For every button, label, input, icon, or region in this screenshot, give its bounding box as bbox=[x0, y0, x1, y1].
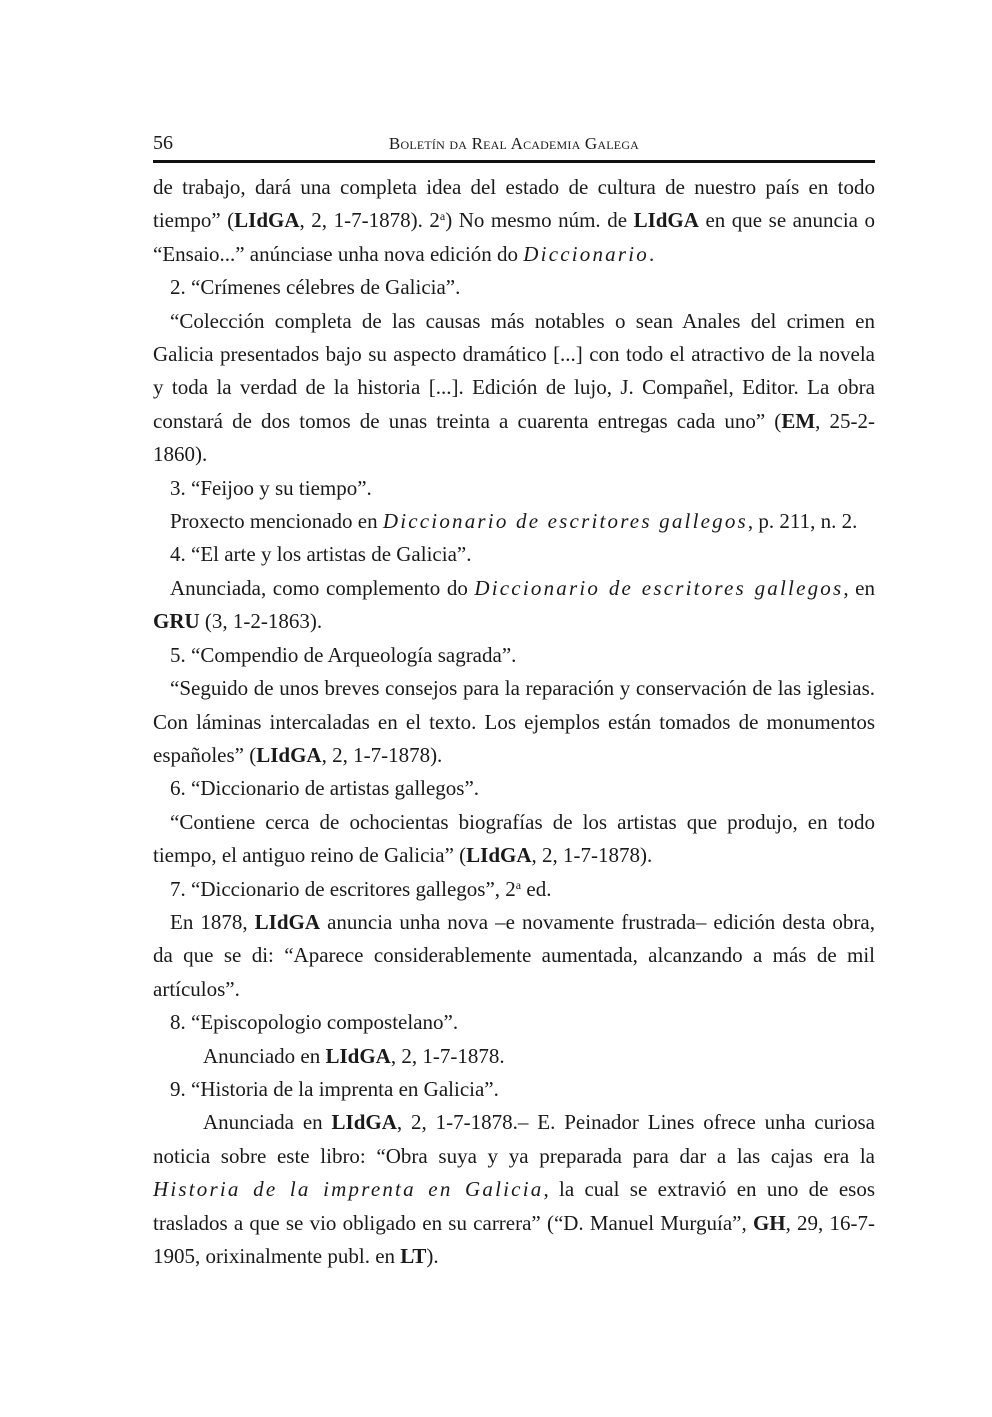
source-abbreviation: GRU bbox=[153, 609, 200, 634]
text-run: Anunciado en bbox=[203, 1043, 326, 1068]
text-run: 3. “Feijoo y su tiempo”. bbox=[170, 475, 372, 500]
paragraph bbox=[153, 305, 875, 472]
paragraph bbox=[153, 1106, 875, 1273]
text-run: ) No mesmo núm. de bbox=[445, 208, 634, 233]
text-run: en que se anuncia o “Ensaio...” anúnciase unha nova edición do bbox=[153, 208, 875, 266]
text-run: , 2, 1-7-1878. bbox=[390, 1043, 505, 1068]
text-run: 4. “El arte y los artistas de Galicia”. bbox=[170, 542, 472, 567]
text-run: Proxecto mencionado en bbox=[170, 509, 383, 534]
running-header bbox=[153, 128, 875, 163]
paragraph bbox=[153, 1006, 875, 1039]
paragraph bbox=[153, 538, 875, 571]
paragraph bbox=[153, 572, 875, 639]
text-run: anuncia unha nova –e novamente frustrada– edición desta obra, da que se di: “Aparece considerablemente aumentada, alcanzando a más de mil artículos”. bbox=[153, 909, 875, 1001]
body-text bbox=[153, 171, 875, 1273]
text-run: de trabajo, dará una completa idea del estado de cultura de nuestro país en todo tiempo” ( bbox=[153, 175, 875, 233]
paragraph bbox=[153, 806, 875, 873]
source-abbreviation: LIdGA bbox=[633, 208, 699, 233]
text-run: 9. “Historia de la imprenta en Galicia”. bbox=[170, 1076, 499, 1101]
text-run: , 25-2-1860). bbox=[153, 408, 875, 467]
text-run: 2. “Crímenes célebres de Galicia”. bbox=[170, 275, 461, 300]
source-abbreviation: EM bbox=[781, 408, 816, 433]
text-run: , 2, 1-7-1878.– E. Peinador Lines ofrece unha curiosa noticia sobre este libro: “Obra suya y ya preparada para dar a las cajas era la bbox=[153, 1110, 875, 1168]
paragraph bbox=[153, 271, 875, 304]
text-run: “Colección completa de las causas más notables o sean Anales del crimen en Galicia presentados bajo su aspecto dramático [...] con todo el atractivo de la novela y toda la verdad de la historia [...]. Edición de lujo, J. Compañel, Editor. La obra constará de dos tomos de unas treinta a cuarenta entregas cada uno” ( bbox=[153, 308, 875, 433]
paragraph bbox=[153, 1073, 875, 1106]
text-run: “Seguido de unos breves consejos para la reparación y conservación de las iglesias. Con láminas intercaladas en el texto. Los ejemplos están tomados de monumentos españoles” ( bbox=[153, 676, 875, 767]
text-run: ). bbox=[426, 1244, 439, 1268]
source-abbreviation: LIdGA bbox=[254, 909, 321, 934]
text-run: , la cual se extravió en uno de esos traslados a que se vio obligado en su carrera” (“D. Manuel Murguía”, bbox=[153, 1177, 875, 1235]
text-run: En 1878, bbox=[170, 909, 255, 934]
work-title: Diccionario de escritores gallegos bbox=[474, 575, 844, 600]
text-run: 5. “Compendio de Arqueología sagrada”. bbox=[170, 642, 517, 667]
work-title: Historia de la imprenta en Galicia bbox=[153, 1177, 544, 1202]
page-number: 56 bbox=[153, 132, 173, 154]
paragraph bbox=[153, 171, 875, 271]
text-run: (3, 1-2-1863). bbox=[199, 609, 323, 634]
ordinal-superscript: a bbox=[439, 209, 446, 224]
text-run: , p. 211, n. 2. bbox=[747, 509, 858, 534]
paragraph bbox=[153, 906, 875, 1006]
source-abbreviation: LIdGA bbox=[331, 1110, 397, 1135]
running-title: Boletín da Real Academia Galega bbox=[388, 134, 640, 153]
document-page bbox=[153, 128, 875, 1273]
source-abbreviation: LIdGA bbox=[256, 742, 322, 767]
source-abbreviation: LT bbox=[400, 1244, 427, 1268]
source-abbreviation: LIdGA bbox=[234, 208, 300, 233]
text-run: Anunciada en bbox=[203, 1110, 332, 1135]
paragraph bbox=[153, 472, 875, 505]
paragraph bbox=[153, 639, 875, 672]
text-run: 7. “Diccionario de escritores gallegos”, 2 bbox=[170, 876, 516, 901]
paragraph bbox=[153, 672, 875, 772]
work-title: Diccionario bbox=[523, 241, 649, 266]
text-run: , 2, 1-7-1878). 2 bbox=[299, 208, 440, 233]
ordinal-superscript: a bbox=[515, 877, 522, 892]
source-abbreviation: GH bbox=[752, 1210, 786, 1235]
text-run: ed. bbox=[521, 876, 552, 901]
paragraph bbox=[153, 505, 875, 538]
paragraph bbox=[153, 772, 875, 805]
text-run: “Contiene cerca de ochocientas biografías de los artistas que produjo, en todo tiempo, el antiguo reino de Galicia” ( bbox=[153, 809, 875, 868]
text-run: 6. “Diccionario de artistas gallegos”. bbox=[170, 776, 480, 801]
source-abbreviation: LIdGA bbox=[466, 843, 532, 868]
text-run: , 29, 16-7-1905, orixinalmente publ. en bbox=[153, 1210, 875, 1268]
text-run: , 2, 1-7-1878). bbox=[321, 742, 443, 767]
text-run: Anunciada, como complemento do bbox=[170, 575, 475, 600]
text-run: , en bbox=[843, 575, 876, 600]
paragraph bbox=[153, 1040, 875, 1073]
work-title: Diccionario de escritores gallegos bbox=[382, 509, 748, 534]
text-run: , 2, 1-7-1878). bbox=[531, 843, 653, 868]
paragraph bbox=[153, 873, 875, 906]
text-run: . bbox=[648, 241, 655, 266]
source-abbreviation: LIdGA bbox=[325, 1043, 391, 1068]
text-run: 8. “Episcopologio compostelano”. bbox=[170, 1010, 459, 1035]
